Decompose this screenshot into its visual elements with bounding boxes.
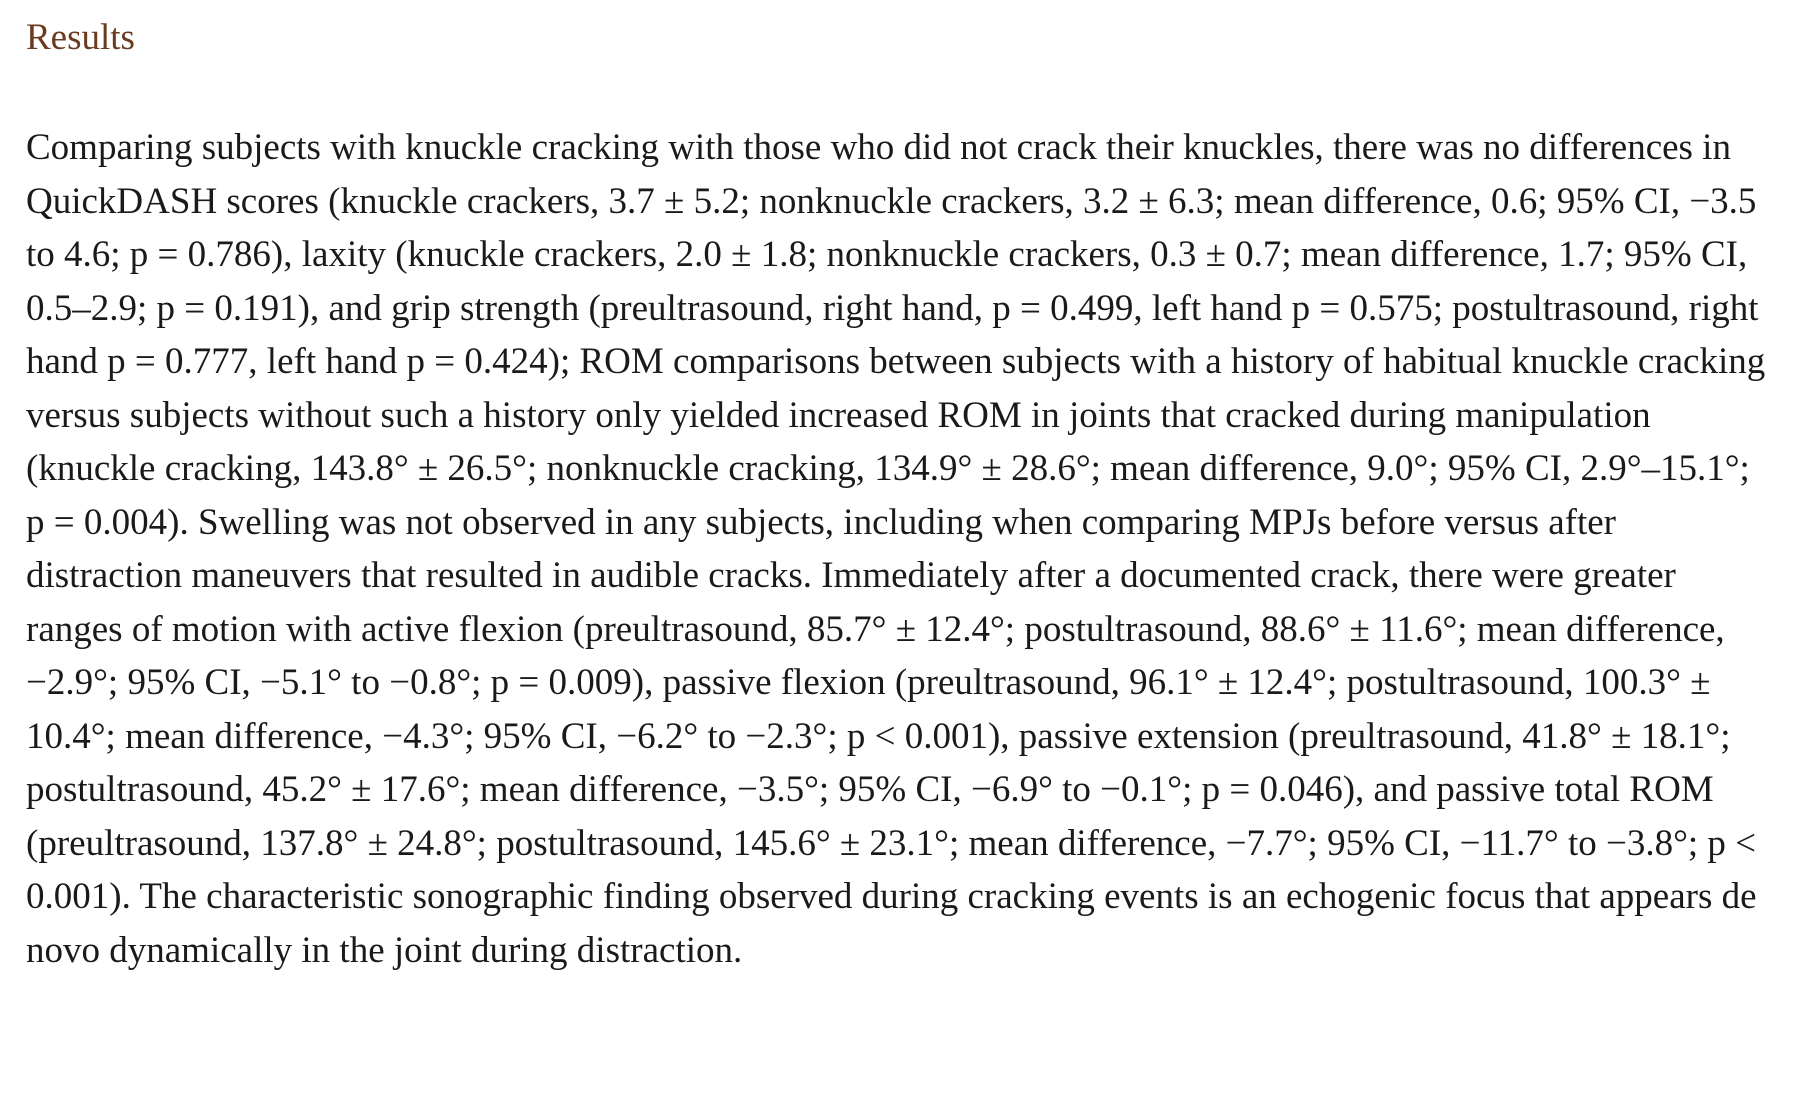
results-section xyxy=(26,0,1766,977)
results-paragraph: Comparing subjects with knuckle cracking with those who did not crack their knuckles, there was no differences in QuickDASH scores (knuckle crackers, 3.7 ± 5.2; nonknuckle crackers, 3.2 ± 6.3; mean difference, 0.6; 95% CI, −3.5 to 4.6; p = 0.786), laxity (knuckle crackers, 2.0 ± 1.8; nonknuckle crackers, 0.3 ± 0.7; mean difference, 1.7; 95% CI, 0.5–2.9; p = 0.191), and grip strength (preultrasound, right hand, p = 0.499, left hand p = 0.575; postultrasound, right hand p = 0.777, left hand p = 0.424); ROM comparisons between subjects with a history of habitual knuckle cracking versus subjects without such a history only yielded increased ROM in joints that cracked during manipulation (knuckle cracking, 143.8° ± 26.5°; nonknuckle cracking, 134.9° ± 28.6°; mean difference, 9.0°; 95% CI, 2.9°–15.1°; p = 0.004). Swelling was not observed in any subjects, including when comparing MPJs before versus after distraction maneuvers that resulted in audible cracks. Immediately after a documented crack, there were greater ranges of motion with active flexion (preultrasound, 85.7° ± 12.4°; postultrasound, 88.6° ± 11.6°; mean difference, −2.9°; 95% CI, −5.1° to −0.8°; p = 0.009), passive flexion (preultrasound, 96.1° ± 12.4°; postultrasound, 100.3° ± 10.4°; mean difference, −4.3°; 95% CI, −6.2° to −2.3°; p < 0.001), passive extension (preultrasound, 41.8° ± 18.1°; postultrasound, 45.2° ± 17.6°; mean difference, −3.5°; 95% CI, −6.9° to −0.1°; p = 0.046), and passive total ROM (preultrasound, 137.8° ± 24.8°; postultrasound, 145.6° ± 23.1°; mean difference, −7.7°; 95% CI, −11.7° to −3.8°; p < 0.001). The characteristic sonographic finding observed during cracking events is an echogenic focus that appears de novo dynamically in the joint during distraction. xyxy=(26,127,1766,971)
section-heading: Results xyxy=(26,17,135,58)
